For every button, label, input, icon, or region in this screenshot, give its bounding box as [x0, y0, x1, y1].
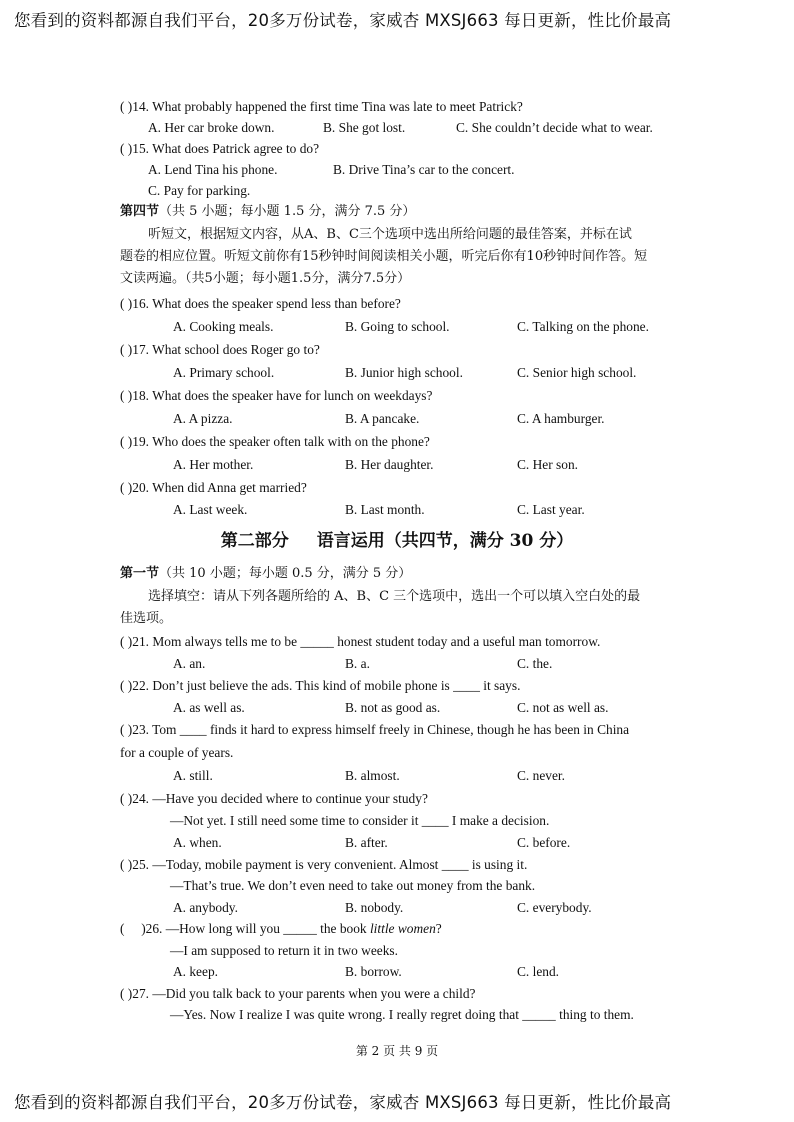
question-19-option-c: C. Her son. [517, 457, 578, 472]
question-23-stem: ( )23. Tom ____ finds it hard to express himself freely in Chinese, though he has been in China [120, 722, 630, 737]
section-4-instruction-line3: 文读两遍。（共5小题；每小题1.5分，满分7.5分） [120, 271, 411, 286]
question-23-option-b: B. almost. [345, 768, 400, 783]
question-17-option-a: A. Primary school. [173, 365, 275, 380]
question-21-option-a: A. an. [173, 656, 206, 671]
question-16-option-c: C. Talking on the phone. [517, 319, 649, 334]
question-17-stem: ( )17. What school does Roger go to? [120, 342, 320, 357]
section-4-instruction-line2: 题卷的相应位置。听短文前你有15秒钟时间阅读相关小题，听完后你有10秒钟时间作答。短 [120, 249, 648, 264]
question-20-stem: ( )20. When did Anna get married? [120, 480, 307, 495]
question-24-option-b: B. after. [345, 835, 388, 850]
question-15-option-b: B. Drive Tina’s car to the concert. [333, 162, 515, 177]
section-1-header [120, 565, 411, 583]
question-16-option-a: A. Cooking meals. [173, 319, 274, 334]
question-25-option-a: A. anybody. [173, 900, 238, 915]
question-20-option-a: A. Last week. [173, 502, 248, 517]
question-24-stem: ( )24. —Have you decided where to continue your study? [120, 791, 428, 806]
question-19-option-b: B. Her daughter. [345, 457, 434, 472]
section-4-note: （共 5 小题；每小题 1.5 分，满分 7.5 分） [159, 204, 416, 219]
question-22-option-a: A. as well as. [173, 700, 245, 715]
section-1-instruction-line1: 选择填空：请从下列各题所给的 A、B、C 三个选项中，选出一个可以填入空白处的最 [148, 589, 641, 604]
question-26-stem [120, 920, 442, 938]
question-17-option-b: B. Junior high school. [345, 365, 463, 380]
question-16-option-b: B. Going to school. [345, 319, 450, 334]
question-24-reply: —Not yet. I still need some time to consider it ____ I make a decision. [170, 813, 550, 828]
question-14-option-c: C. She couldn’t decide what to wear. [456, 120, 653, 135]
question-21-option-b: B. a. [345, 656, 370, 671]
section-4-instruction-line1: 听短文，根据短文内容，从A、B、C三个选项中选出所给问题的最佳答案，并标在试 [148, 227, 632, 242]
question-22-option-b: B. not as good as. [345, 700, 441, 715]
question-18-option-b: B. A pancake. [345, 411, 420, 426]
question-14-option-a: A. Her car broke down. [148, 120, 275, 135]
section-1-note: （共 10 小题；每小题 0.5 分，满分 5 分） [159, 566, 412, 581]
part-2-name: 第二部分 [220, 531, 289, 551]
section-4-title: 第四节 [120, 204, 160, 219]
page-number: 第 2 页 共 9 页 [355, 1044, 439, 1058]
watermark-banner-bottom: 您看到的资料都源自我们平台，20多万份试卷，家威杏 MXSJ663 每日更新，性比价最高 [14, 1093, 672, 1112]
part-2-heading [0, 530, 794, 552]
question-27-stem: ( )27. —Did you talk back to your parents when you were a child? [120, 986, 476, 1001]
question-15-option-a: A. Lend Tina his phone. [148, 162, 278, 177]
question-20-option-b: B. Last month. [345, 502, 425, 517]
question-26-option-c: C. lend. [517, 964, 560, 979]
part-2-title: 语言运用（共四节，满分 30 分） [316, 531, 574, 551]
question-26-option-b: B. borrow. [345, 964, 402, 979]
question-23-option-c: C. never. [517, 768, 565, 783]
question-21-option-c: C. the. [517, 656, 553, 671]
question-14-option-b: B. She got lost. [323, 120, 406, 135]
question-26-reply: —I am supposed to return it in two weeks. [170, 943, 398, 958]
question-25-option-b: B. nobody. [345, 900, 404, 915]
question-20-option-c: C. Last year. [517, 502, 585, 517]
question-14-stem: ( )14. What probably happened the first time Tina was late to meet Patrick? [120, 99, 523, 114]
question-26-option-a: A. keep. [173, 964, 218, 979]
section-4-header [120, 203, 415, 221]
question-18-option-c: C. A hamburger. [517, 411, 605, 426]
section-1-title: 第一节 [120, 566, 160, 581]
question-27-reply: —Yes. Now I realize I was quite wrong. I really regret doing that _____ thing to them. [170, 1007, 634, 1022]
question-26-stem-end: ? [435, 921, 442, 936]
question-25-option-c: C. everybody. [517, 900, 592, 915]
question-16-stem: ( )16. What does the speaker spend less than before? [120, 296, 401, 311]
question-24-option-a: A. when. [173, 835, 222, 850]
question-18-stem: ( )18. What does the speaker have for lunch on weekdays? [120, 388, 433, 403]
question-18-option-a: A. A pizza. [173, 411, 233, 426]
watermark-banner-top: 您看到的资料都源自我们平台，20多万份试卷，家威杏 MXSJ663 每日更新，性比价最高 [14, 11, 672, 30]
question-25-stem: ( )25. —Today, mobile payment is very convenient. Almost ____ is using it. [120, 857, 528, 872]
question-15-option-c: C. Pay for parking. [148, 183, 251, 198]
question-17-option-c: C. Senior high school. [517, 365, 637, 380]
question-22-stem: ( )22. Don’t just believe the ads. This kind of mobile phone is ____ it says. [120, 678, 521, 693]
question-22-option-c: C. not as well as. [517, 700, 609, 715]
question-19-stem: ( )19. Who does the speaker often talk with on the phone? [120, 434, 430, 449]
question-26-stem-text: ( )26. —How long will you _____ the book [120, 921, 370, 936]
question-23-option-a: A. still. [173, 768, 213, 783]
section-1-instruction-line2: 佳选项。 [120, 611, 173, 626]
question-23-continuation: for a couple of years. [120, 745, 234, 760]
question-19-option-a: A. Her mother. [173, 457, 254, 472]
question-25-reply: —That’s true. We don’t even need to take out money from the bank. [170, 878, 536, 893]
question-15-stem: ( )15. What does Patrick agree to do? [120, 141, 320, 156]
question-26-book-title: little women [369, 921, 436, 936]
question-24-option-c: C. before. [517, 835, 571, 850]
question-21-stem: ( )21. Mom always tells me to be _____ honest student today and a useful man tomorrow. [120, 634, 601, 649]
